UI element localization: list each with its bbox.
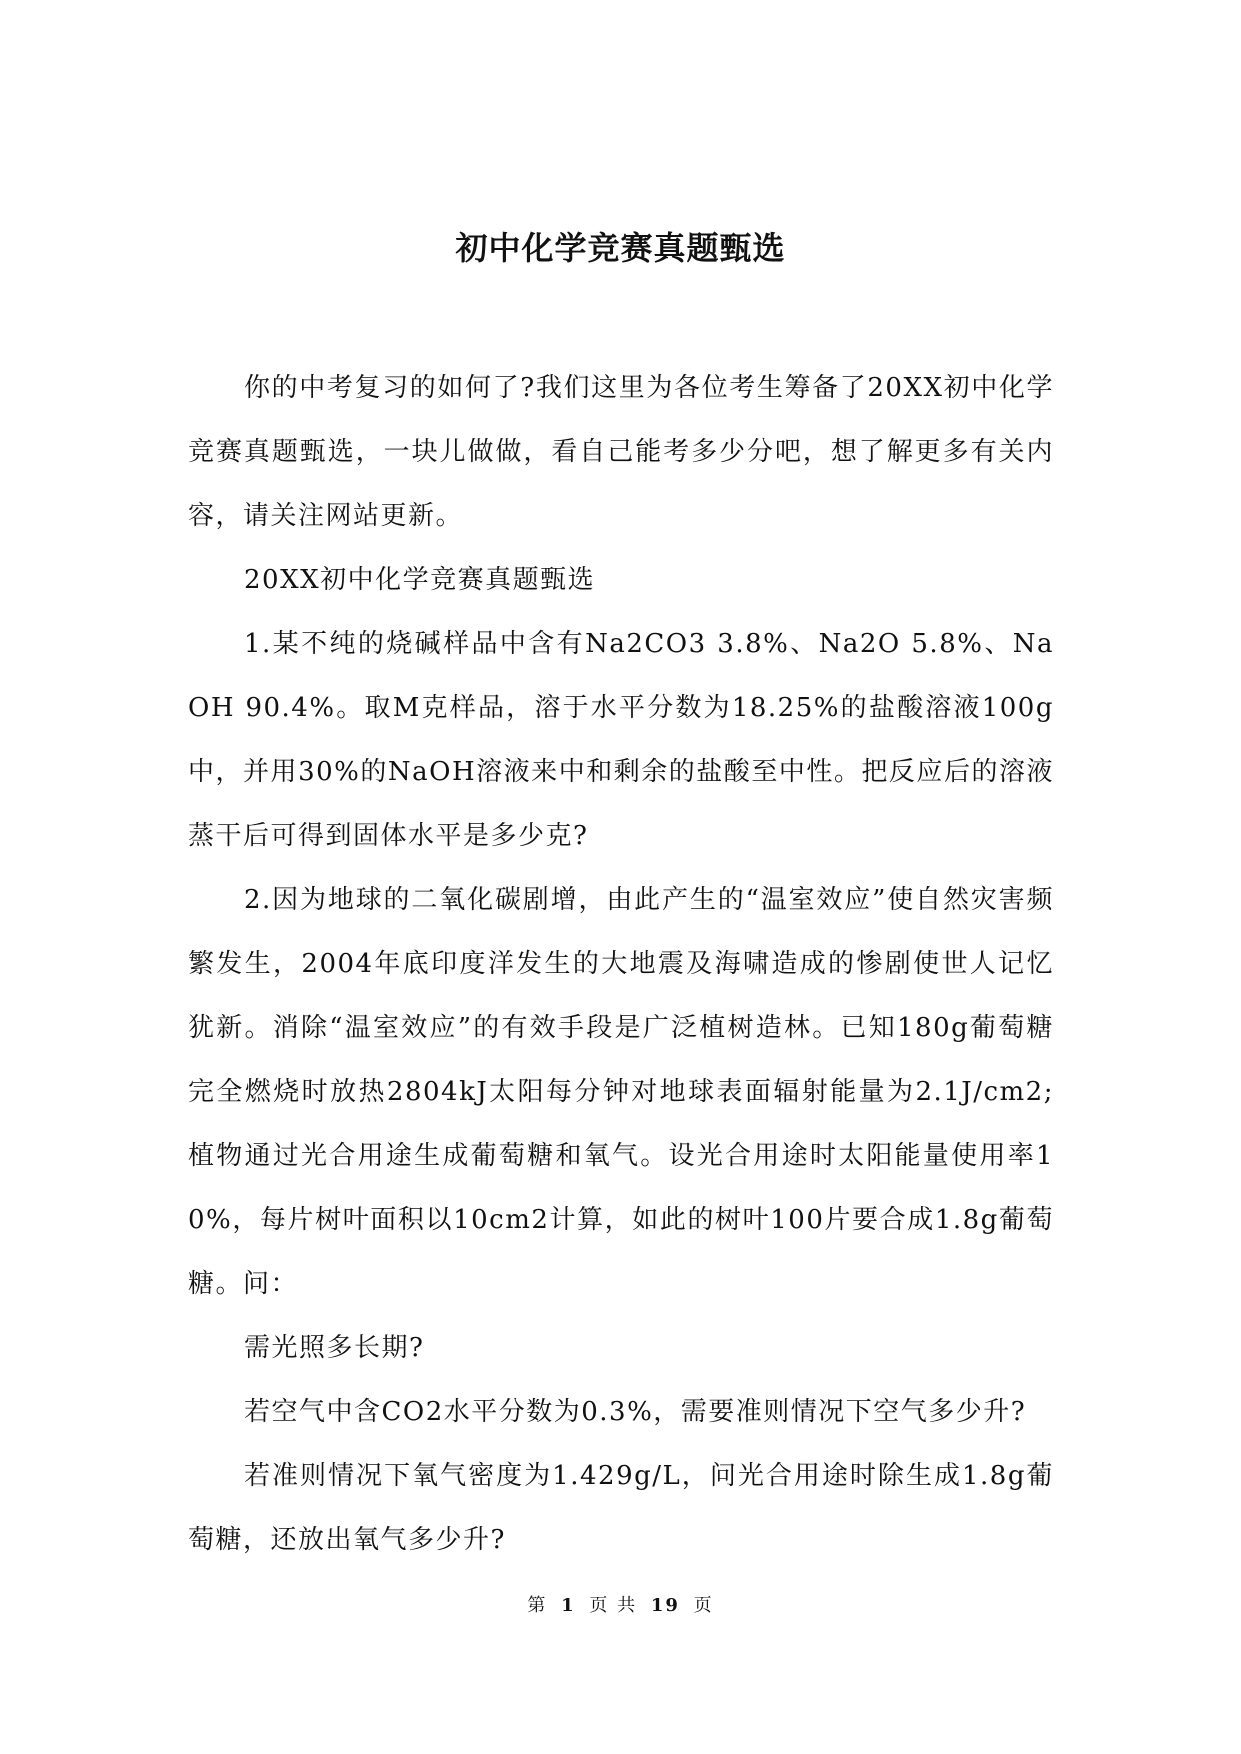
footer-middle: 页 共 xyxy=(589,1595,638,1616)
page-footer xyxy=(0,1594,1241,1618)
sub-question-2: 若空气中含CO2水平分数为0.3%，需要准则情况下空气多少升? xyxy=(244,1397,1027,1427)
sub-question-3: 若准则情况下氧气密度为1.429g/L，问光合用途时除生成1.8g葡萄糖，还放出氧气多少升? xyxy=(188,1461,1054,1555)
footer-suffix: 页 xyxy=(693,1595,714,1616)
section-heading: 20XX初中化学竞赛真题甄选 xyxy=(244,565,596,595)
footer-prefix: 第 xyxy=(527,1595,548,1616)
document-title: 初中化学竞赛真题甄选 xyxy=(455,229,786,267)
question-2-paragraph: 2.因为地球的二氧化碳剧增，由此产生的“温室效应”使自然灾害频繁发生，2004年底印度洋发生的大地震及海啸造成的惨剧使世人记忆犹新。消除“温室效应”的有效手段是广泛植树造林。已知180g葡萄糖完全燃烧时放热2804kJ太阳每分钟对地球表面辐射能量为2.1J/cm2;植物通过光合用途生成葡萄糖和氧气。设光合用途时太阳能量使用率10%，每片树叶面积以10cm2计算，如此的树叶100片要合成1.8g葡萄糖。问： xyxy=(188,885,1054,1299)
page-number: 1 xyxy=(561,1595,576,1616)
document-body xyxy=(188,356,1054,1572)
question-1-paragraph: 1.某不纯的烧碱样品中含有Na2CO3 3.8%、Na2O 5.8%、NaOH 90.4%。取M克样品，溶于水平分数为18.25%的盐酸溶液100g中，并用30%的NaOH溶液来中和剩余的盐酸至中性。把反应后的溶液蒸干后可得到固体水平是多少克? xyxy=(188,629,1054,851)
sub-question-1: 需光照多长期? xyxy=(244,1333,425,1363)
total-pages: 19 xyxy=(650,1595,680,1616)
intro-paragraph: 你的中考复习的如何了?我们这里为各位考生筹备了20XX初中化学竞赛真题甄选，一块儿做做，看自己能考多少分吧，想了解更多有关内容，请关注网站更新。 xyxy=(188,373,1054,531)
